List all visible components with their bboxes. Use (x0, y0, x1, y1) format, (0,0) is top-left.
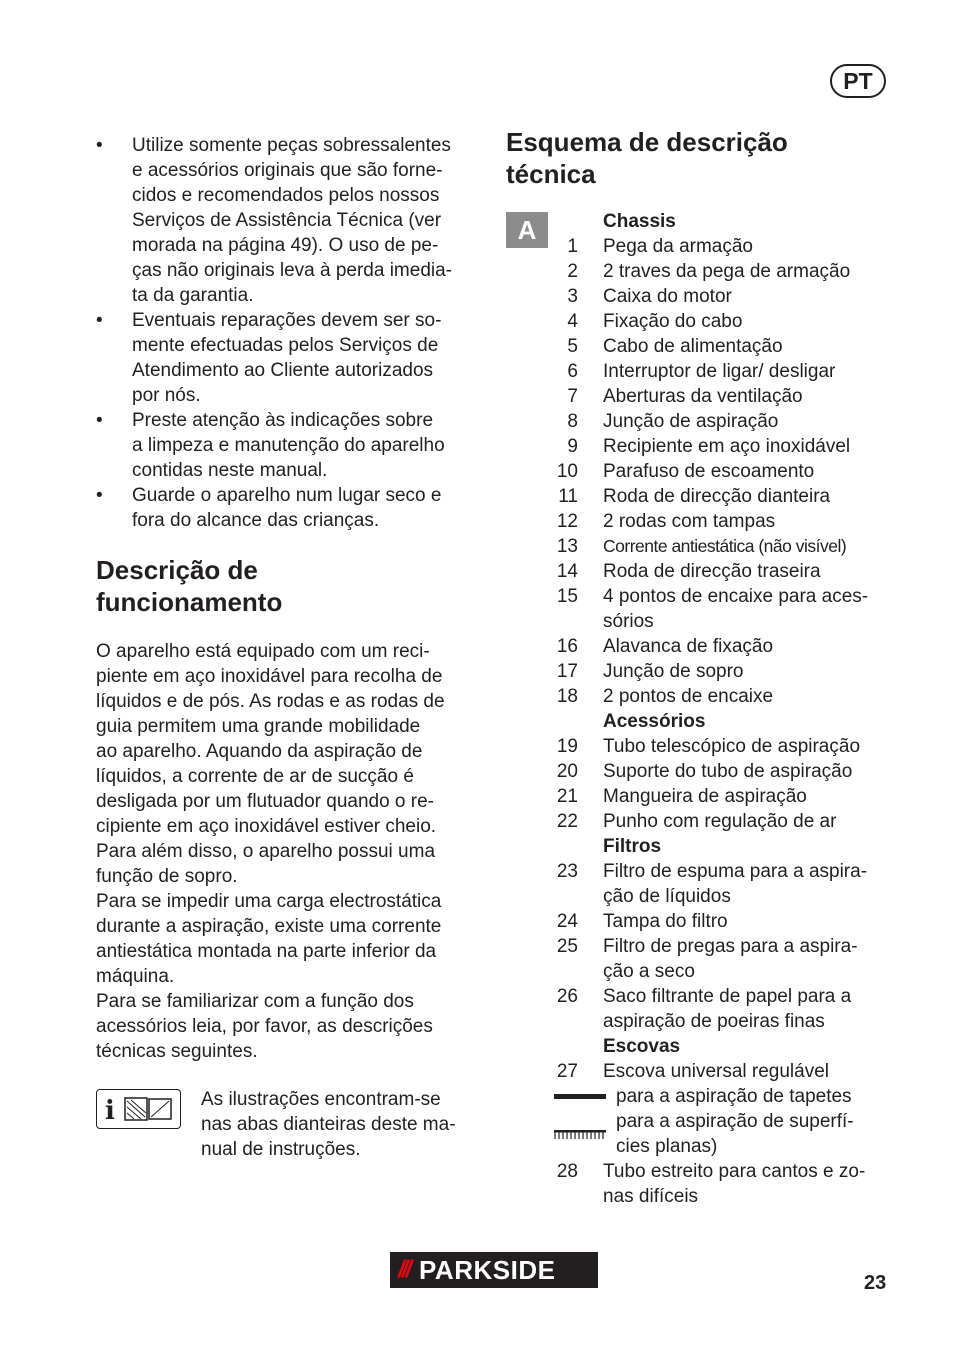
bullet-icon: • (96, 310, 103, 331)
section-label-brushes: Escovas (603, 1036, 681, 1057)
section-label-filters: Filtros (603, 836, 662, 857)
list-item: 19 Tubo telescópico de aspiração (556, 736, 861, 757)
left-column (96, 133, 480, 1162)
brand-logo: /// PARKSIDE (390, 1252, 598, 1288)
page-number: 23 (864, 1272, 887, 1294)
list-item: 21 Mangueira de aspiração (556, 786, 807, 807)
info-note (96, 1089, 480, 1162)
list-item: 23 Filtro de espuma para a aspira- ção de líquidos (556, 861, 868, 907)
brush-mode-item: para a aspiração de superfí- cies planas) (540, 1109, 900, 1159)
list-item: • Eventuais reparações devem ser so- mente efectuadas pelos Serviços de Atendimento ao Cliente autorizados por nós. (96, 310, 442, 406)
bullet-icon: • (96, 135, 103, 156)
list-item: 2 2 traves da pega de armação (567, 261, 851, 282)
bullet-icon: • (96, 485, 103, 506)
section-label-accessories: Acessórios (603, 711, 706, 732)
brush-mode-item: para a aspiração de tapetes (540, 1084, 900, 1109)
list-item: 7 Aberturas da ventilação (567, 386, 803, 407)
logo-stripes-icon: /// (398, 1256, 410, 1283)
safety-bullet-list (96, 133, 480, 533)
function-description: O aparelho está equipado com um reci- piente em aço inoxidável para recolha de líquidos e de pós. As rodas e as rodas de guia permitem uma grande mobilidade ao aparelho. Aquando da aspiração de líquidos, a corrente de ar de sucção é desligada por um flutuador quando o re- cipiente em aço inoxidável estiver cheio. Para além disso, o aparelho possui uma função de sopro. Para se impedir uma carga electrostática durante a aspiração, existe uma corrente antiestática montada na parte inferior da máquina. Para se familiarizar com a função dos acessórios leia, por favor, as descrições técnicas seguintes. (96, 641, 445, 1062)
list-item: 27 Escova universal regulável (556, 1061, 830, 1082)
list-item: 22 Punho com regulação de ar (556, 811, 837, 832)
list-item: 25 Filtro de pregas para a aspira- ção a seco (556, 936, 858, 982)
svg-text:i: i (104, 1096, 115, 1125)
info-manual-icon (96, 1089, 181, 1129)
section-label-chassis: Chassis (603, 211, 676, 232)
figure-label-badge: A (506, 212, 548, 248)
parts-list (540, 209, 900, 1209)
list-item: 8 Junção de aspiração (567, 411, 779, 432)
list-item: 3 Caixa do motor (567, 286, 732, 307)
list-item: 15 4 pontos de encaixe para aces- sórios (556, 586, 869, 632)
bullet-icon: • (96, 410, 103, 431)
list-item: 6 Interruptor de ligar/ desligar (567, 361, 836, 382)
section-heading-function: Descrição de funcionamento (96, 555, 283, 617)
hard-floor-mode-icon (554, 1109, 608, 1159)
list-item: • Preste atenção às indicações sobre a limpeza e manutenção do aparelho contidas neste manual. (96, 410, 445, 481)
list-item: 10 Parafuso de escoamento (556, 461, 815, 482)
list-item: 28 Tubo estreito para cantos e zo- nas difíceis (556, 1161, 866, 1207)
list-item: 17 Junção de sopro (556, 661, 744, 682)
list-item: 4 Fixação do cabo (567, 311, 743, 332)
list-item: 26 Saco filtrante de papel para a aspiração de poeiras finas (556, 986, 852, 1032)
list-item: 11 Roda de direcção dianteira (558, 486, 831, 507)
list-item: 18 2 pontos de encaixe (556, 686, 774, 707)
list-item: 16 Alavanca de fixação (556, 636, 774, 657)
info-note-text: As ilustrações encontram-se nas abas dianteiras deste ma- nual de instruções. (201, 1089, 456, 1160)
section-heading-schematic: Esquema de descrição técnica (506, 127, 788, 189)
list-item: 20 Suporte do tubo de aspiração (556, 761, 853, 782)
carpet-mode-icon (554, 1084, 608, 1109)
list-item: • Guarde o aparelho num lugar seco e fora do alcance das crianças. (96, 485, 442, 531)
right-column (506, 126, 896, 190)
list-item: 1 Pega da armação (567, 236, 753, 257)
list-item: 5 Cabo de alimentação (567, 336, 783, 357)
list-item: 13 Corrente antiestática (não visível) (556, 536, 847, 557)
list-item: 12 2 rodas com tampas (556, 511, 776, 532)
list-item: 24 Tampa do filtro (556, 911, 728, 932)
list-item: 9 Recipiente em aço inoxidável (567, 436, 851, 457)
list-item: • Utilize somente peças sobressalentes e acessórios originais que são forne- cidos e recomendados pelos nossos Serviços de Assistência Técnica (ver morada na página 49). O uso de pe- ças não originais leva à perda imedia- ta da garantia. (96, 135, 453, 306)
list-item: 14 Roda de direcção traseira (556, 561, 821, 582)
language-badge: PT (830, 64, 886, 98)
